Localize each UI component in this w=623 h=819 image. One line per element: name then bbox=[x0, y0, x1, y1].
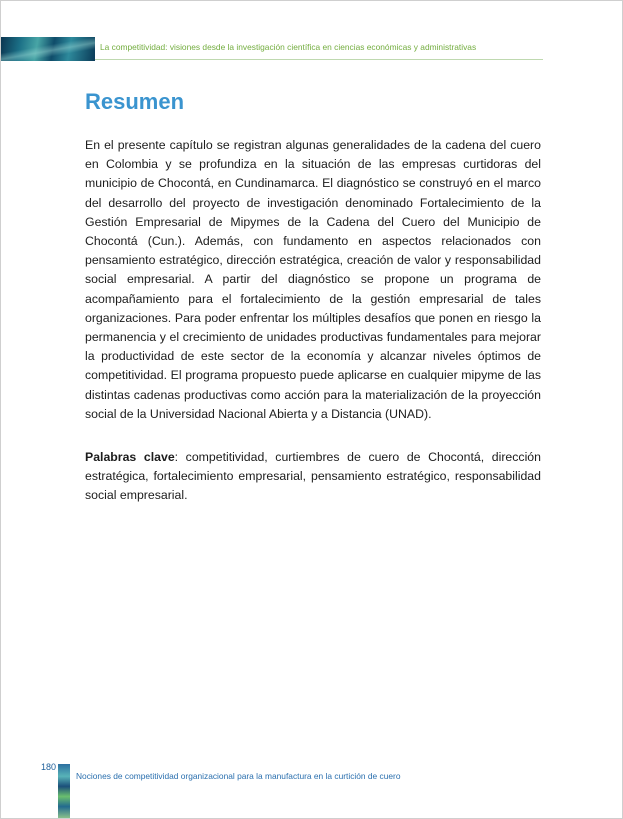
keywords-text: : competitividad, curtiembres de cuero de Chocontá, dirección estratégica, fortalecimiento empresarial, pensamiento estratégico, responsabilidad social empresarial. bbox=[85, 450, 541, 503]
footer-running-title: Nociones de competitividad organizacional para la manufactura en la curtición de cuero bbox=[76, 771, 401, 781]
header-decorative-band bbox=[1, 37, 95, 61]
keywords-label: Palabras clave bbox=[85, 450, 175, 464]
page-number: 180 bbox=[41, 762, 57, 772]
header-divider bbox=[95, 59, 543, 60]
keywords-paragraph bbox=[85, 448, 541, 506]
header-running-title: La competitividad: visiones desde la investigación científica en ciencias económicas y administrativas bbox=[100, 42, 477, 52]
abstract-paragraph: En el presente capítulo se registran algunas generalidades de la cadena del cuero en Colombia y se profundiza en la situación de las empresas curtidoras del municipio de Chocontá, en Cundinamarca. El diagnóstico se construyó en el marco del desarrollo del proyecto de investigación denominado Fortalecimiento de la Gestión Empresarial de Mipymes de la Cadena del Cuero del Municipio de Chocontá (Cun.). Además, con fundamento en aspectos relacionados con pensamiento estratégico, dirección estratégica, creación de valor y responsabilidad social empresarial. A partir del diagnóstico se propone un programa de acompañamiento para el fortalecimiento de la gestión empresarial de tales organizaciones. Para poder enfrentar los múltiples desafíos que ponen en riesgo la permanencia y el crecimiento de unidades productivas fundamentales para mejorar la productividad de este sector de la economía y alcanzar niveles óptimos de competitividad. El programa propuesto puede aplicarse en cualquier mipyme de las distintas cadenas productivas como acción para la materialización de la proyección social de la Universidad Nacional Abierta y a Distancia (UNAD). bbox=[85, 138, 541, 421]
footer-decorative-band bbox=[58, 764, 70, 819]
section-title: Resumen bbox=[85, 89, 185, 114]
